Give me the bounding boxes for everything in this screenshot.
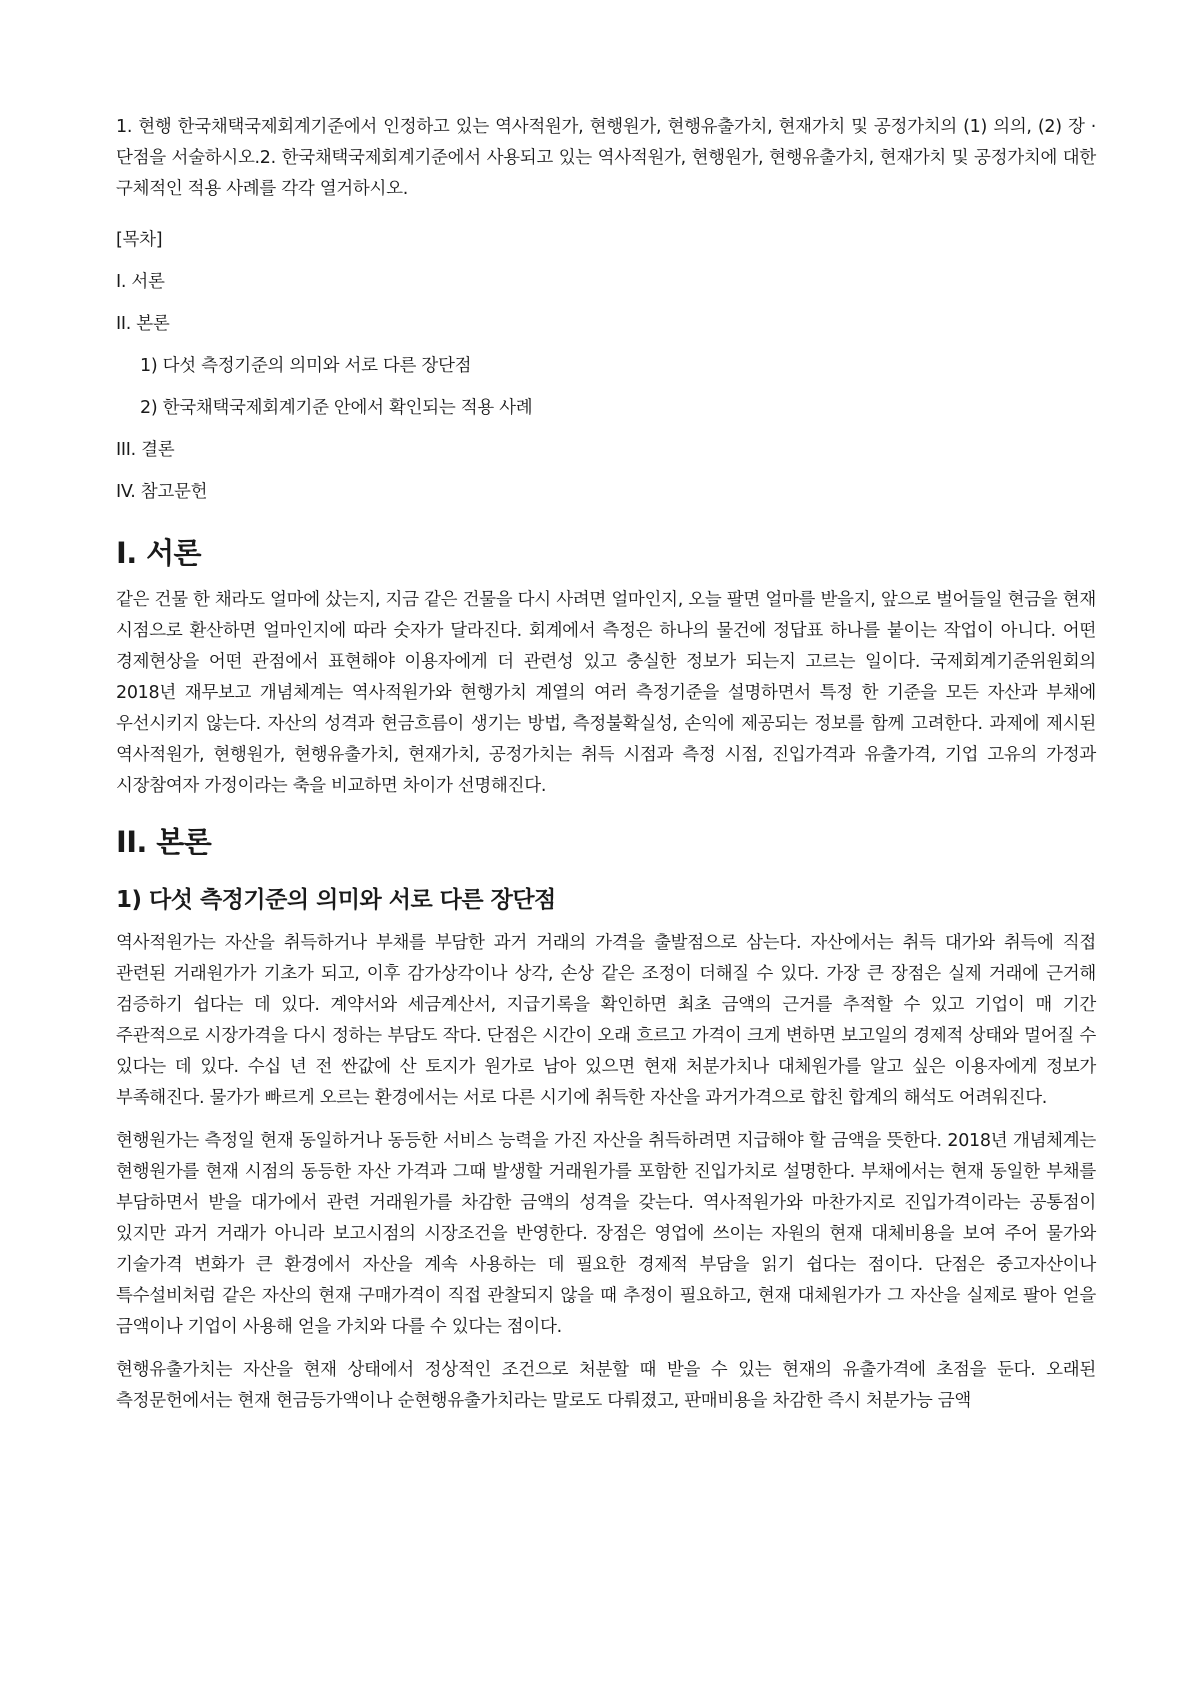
toc-item: II. 본론 — [116, 314, 170, 334]
toc-title: [목차] — [116, 230, 163, 250]
body-paragraph: 역사적원가는 자산을 취득하거나 부채를 부담한 과거 거래의 가격을 출발점으로 삼는다. 자산에서는 취득 대가와 취득에 직접 관련된 거래원가가 기초가 되고, 이후 감가상각이나 상각, 손상 같은 조정이 더해질 수 있다. 가장 큰 장점은 실제 거래에 근거해 검증하기 쉽다는 데 있다. 계약서와 세금계산서, 지급기록을 확인하면 최초 금액의 근거를 추적할 수 있고 기업이 매 기간 주관적으로 시장가격을 다시 정하는 부담도 작다. 단점은 시간이 오래 흐르고 가격이 크게 변하면 보고일의 경제적 상태와 멀어질 수 있다는 데 있다. 수십 년 전 싼값에 산 토지가 원가로 남아 있으면 현재 처분가치나 대체원가를 알고 싶은 이용자에게 정보가 부족해진다. 물가가 빠르게 오르는 환경에서는 서로 다른 시기에 취득한 자산을 과거가격으로 합친 합계의 해석도 어려워진다. — [116, 933, 1096, 1108]
assignment-question: 1. 현행 한국채택국제회계기준에서 인정하고 있는 역사적원가, 현행원가, 현행유출가치, 현재가치 및 공정가치의 (1) 의의, (2) 장 · 단점을 서술하시오.2. 한국채택국제회계기준에서 사용되고 있는 역사적원가, 현행원가, 현행유출가치, 현재가치 및 공정가치에 대한 구체적인 적용 사례를 각각 열거하시오. — [116, 117, 1096, 199]
toc-subitem: 1) 다섯 측정기준의 의미와 서로 다른 장단점 — [140, 356, 472, 376]
toc-item: III. 결론 — [116, 440, 175, 460]
body-paragraph: 현행원가는 측정일 현재 동일하거나 동등한 서비스 능력을 가진 자산을 취득하려면 지급해야 할 금액을 뜻한다. 2018년 개념체계는 현행원가를 현재 시점의 동등한 자산 가격과 그때 발생할 거래원가를 포함한 진입가치로 설명한다. 부채에서는 현재 동일한 부채를 부담하면서 받을 대가에서 관련 거래원가를 차감한 금액의 성격을 갖는다. 역사적원가와 마찬가지로 진입가격이라는 공통점이 있지만 과거 거래가 아니라 보고시점의 시장조건을 반영한다. 장점은 영업에 쓰이는 자원의 현재 대체비용을 보여 주어 물가와 기술가격 변화가 큰 환경에서 자산을 계속 사용하는 데 필요한 경제적 부담을 읽기 쉽다는 점이다. 단점은 중고자산이나 특수설비처럼 같은 자산의 현재 구매가격이 직접 관찰되지 않을 때 추정이 필요하고, 현재 대체원가가 그 자산을 실제로 팔아 얻을 금액이나 기업이 사용해 얻을 가치와 다를 수 있다는 점이다. — [116, 1131, 1096, 1337]
table-of-contents — [116, 219, 1096, 513]
toc-item: I. 서론 — [116, 272, 165, 292]
document-page — [116, 112, 1096, 1429]
section-heading-intro: I. 서론 — [116, 536, 201, 570]
body-paragraph: 현행유출가치는 자산을 현재 상태에서 정상적인 조건으로 처분할 때 받을 수 있는 현재의 유출가격에 초점을 둔다. 오래된 측정문헌에서는 현재 현금등가액이나 순현행유출가치라는 말로도 다뤄졌고, 판매비용을 차감한 즉시 처분가능 금액 — [116, 1360, 1096, 1411]
section-heading-body: II. 본론 — [116, 825, 212, 859]
intro-paragraph: 같은 건물 한 채라도 얼마에 샀는지, 지금 같은 건물을 다시 사려면 얼마인지, 오늘 팔면 얼마를 받을지, 앞으로 벌어들일 현금을 현재 시점으로 환산하면 얼마인지에 따라 숫자가 달라진다. 회계에서 측정은 하나의 물건에 정답표 하나를 붙이는 작업이 아니다. 어떤 경제현상을 어떤 관점에서 표현해야 이용자에게 더 관련성 있고 충실한 정보가 되는지 고르는 일이다. 국제회계기준위원회의 2018년 재무보고 개념체계는 역사적원가와 현행가치 계열의 여러 측정기준을 설명하면서 특정 한 기준을 모든 자산과 부채에 우선시키지 않는다. 자산의 성격과 현금흐름이 생기는 방법, 측정불확실성, 손익에 제공되는 정보를 함께 고려한다. 과제에 제시된 역사적원가, 현행원가, 현행유출가치, 현재가치, 공정가치는 취득 시점과 측정 시점, 진입가격과 유출가격, 기업 고유의 가정과 시장참여자 가정이라는 축을 비교하면 차이가 선명해진다. — [116, 590, 1096, 796]
toc-subitem: 2) 한국채택국제회계기준 안에서 확인되는 적용 사례 — [140, 398, 533, 418]
toc-item: IV. 참고문헌 — [116, 482, 208, 502]
subsection-heading-1: 1) 다섯 측정기준의 의미와 서로 다른 장단점 — [116, 887, 556, 913]
